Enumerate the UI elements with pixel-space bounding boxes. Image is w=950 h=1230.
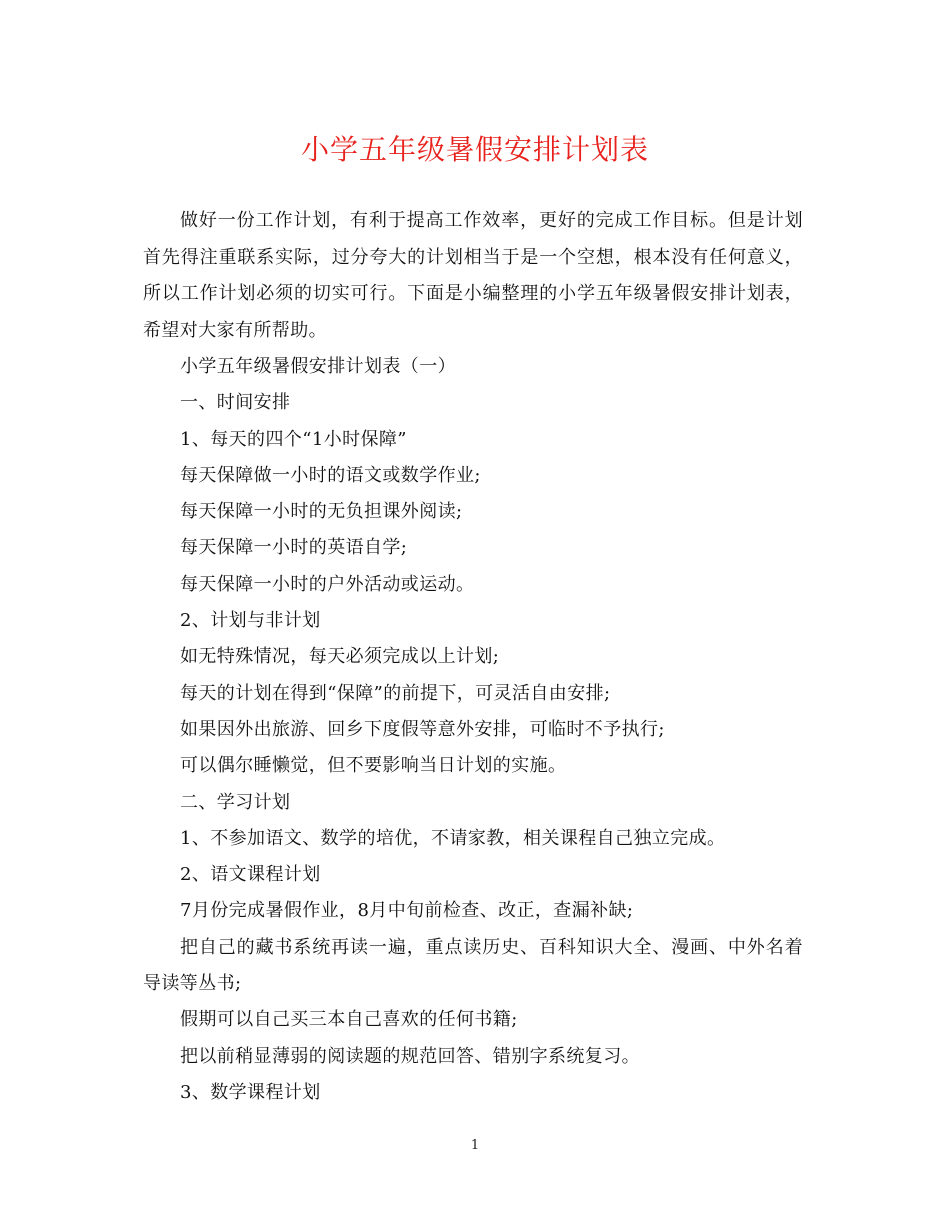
body-line: 每天保障一小时的户外活动或运动。 — [180, 573, 475, 595]
subsection-heading: 1、每天的四个“1小时保障” — [180, 428, 407, 450]
section-heading: 二、学习计划 — [180, 791, 291, 813]
document-title: 小学五年级暑假安排计划表 — [300, 133, 649, 166]
body-line: 1、不参加语文、数学的培优，不请家教，相关课程自己独立完成。 — [180, 827, 726, 849]
body-line: 每天保障做一小时的语文或数学作业; — [180, 464, 481, 486]
subsection-heading: 3、数学课程计划 — [180, 1081, 321, 1103]
body-line: 每天保障一小时的无负担课外阅读; — [180, 501, 463, 523]
body-line: 如无特殊情况，每天必须完成以上计划; — [180, 646, 500, 668]
section-heading: 一、时间安排 — [180, 392, 291, 414]
body-line: 假期可以自己买三本自己喜欢的任何书籍; — [180, 1009, 518, 1031]
body-line: 把以前稍显薄弱的阅读题的规范回答、错别字系统复习。 — [180, 1045, 640, 1067]
body-lines — [143, 349, 803, 1111]
body-line: 把自己的藏书系统再读一遍，重点读历史、百科知识大全、漫画、中外名着导读等丛书; — [143, 936, 803, 995]
body-line: 如果因外出旅游、回乡下度假等意外安排，可临时不予执行; — [180, 718, 665, 740]
page-number: 1 — [470, 1138, 480, 1153]
body-line: 每天保障一小时的英语自学; — [180, 537, 408, 559]
intro-paragraph: 做好一份工作计划，有利于提高工作效率，更好的完成工作目标。但是计划首先得注重联系实际，过分夸大的计划相当于是一个空想，根本没有任何意义，所以工作计划必须的切实可行。下面是小编整理的小学五年级暑假安排计划表，希望对大家有所帮助。 — [143, 210, 803, 341]
body-line: 7月份完成暑假作业，8月中旬前检查、改正，查漏补缺; — [180, 900, 634, 922]
section-heading: 小学五年级暑假安排计划表（一） — [180, 356, 456, 377]
subsection-heading: 2、计划与非计划 — [180, 610, 321, 632]
subsection-heading: 2、语文课程计划 — [180, 864, 321, 886]
body-line: 每天的计划在得到“保障”的前提下，可灵活自由安排; — [180, 682, 611, 704]
body-line: 可以偶尔睡懒觉，但不要影响当日计划的实施。 — [180, 755, 567, 777]
